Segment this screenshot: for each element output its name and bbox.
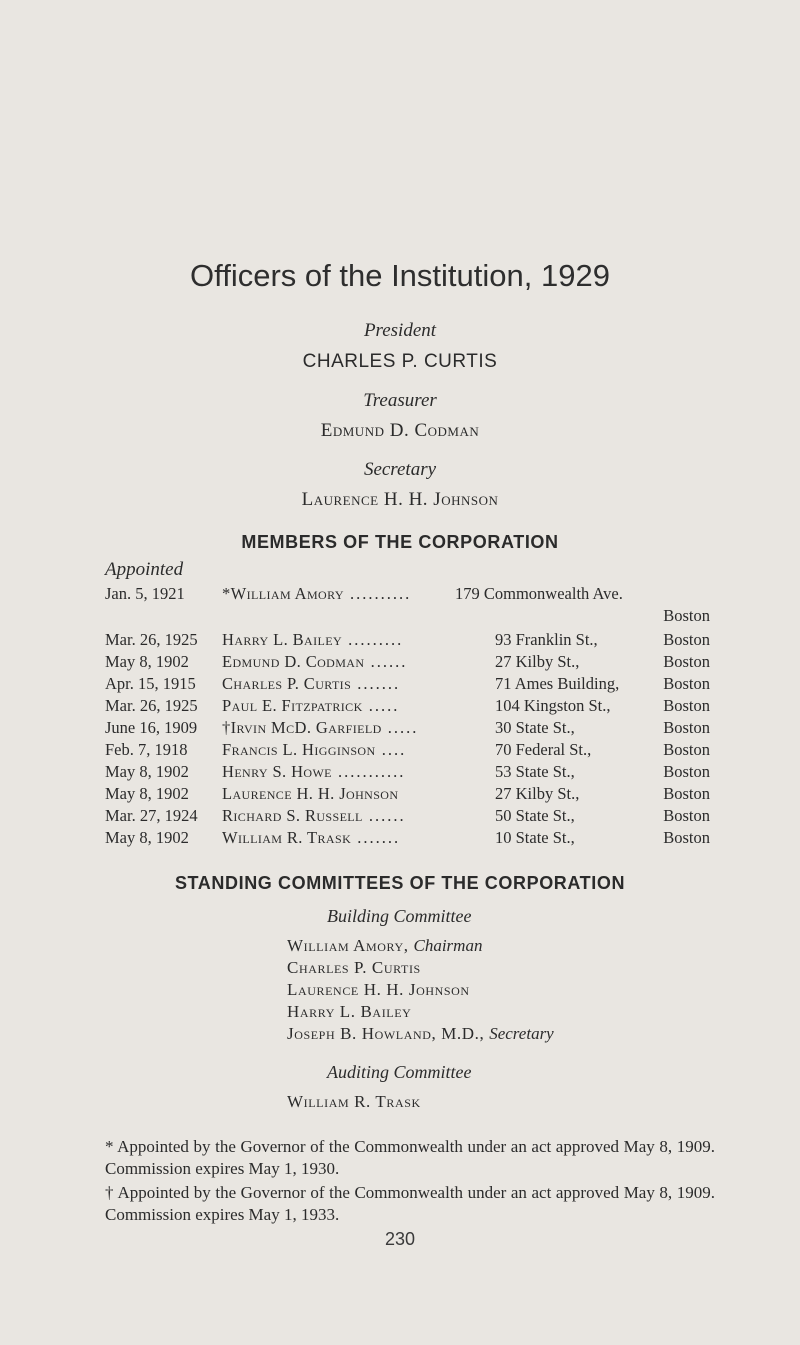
member-address: 179 Commonwealth Ave. — [455, 584, 623, 603]
member-date: Jan. 5, 1921 — [105, 584, 185, 603]
member-address: 70 Federal St., — [495, 740, 592, 759]
list-item — [0, 674, 800, 694]
footnote-asterisk: * Appointed by the Governor of the Commonwealth under an act approved May 8, 1909. Commission expires May 1, 1930. — [105, 1137, 715, 1178]
treasurer-name: Edmund D. Codman — [320, 420, 480, 441]
member-name: *William Amory .......... — [222, 584, 412, 603]
footnote-dagger: † Appointed by the Governor of the Commonwealth under an act approved May 8, 1909. Commission expires May 1, 1933. — [105, 1183, 715, 1224]
member-address: 27 Kilby St., — [495, 652, 580, 671]
member-name: Francis L. Higginson .... — [222, 740, 407, 759]
member-date: Apr. 15, 1915 — [105, 674, 196, 693]
list-item-continuation — [0, 606, 800, 626]
member-city: Boston — [663, 762, 710, 781]
member-name: Edmund D. Codman ...... — [222, 652, 408, 671]
member-address: 104 Kingston St., — [495, 696, 611, 715]
member-address: 93 Franklin St., — [495, 630, 598, 649]
member-name: William R. Trask ....... — [222, 828, 401, 847]
secretary-label: Secretary — [363, 459, 437, 480]
member-address: 71 Ames Building, — [495, 674, 620, 693]
member-address: 10 State St., — [495, 828, 575, 847]
auditing-committee-heading: Auditing Committee — [327, 1062, 472, 1082]
list-item — [0, 696, 800, 716]
list-item — [0, 806, 800, 826]
member-city: Boston — [663, 718, 710, 737]
list-item — [0, 630, 800, 650]
list-item — [0, 828, 800, 848]
page-title: Officers of the Institution, 1929 — [190, 258, 610, 293]
member-date: Mar. 26, 1925 — [105, 630, 198, 649]
appointed-column-label: Appointed — [105, 559, 184, 580]
committee-member: William Amory, Chairman — [287, 936, 483, 955]
member-city: Boston — [663, 606, 710, 625]
list-item — [0, 652, 800, 672]
member-date: Mar. 26, 1925 — [105, 696, 198, 715]
member-date: June 16, 1909 — [105, 718, 198, 737]
members-heading: MEMBERS OF THE CORPORATION — [241, 532, 559, 552]
secretary-name: Laurence H. H. Johnson — [301, 489, 499, 510]
president-label: President — [363, 320, 437, 341]
member-city: Boston — [663, 674, 710, 693]
member-date: May 8, 1902 — [105, 784, 189, 803]
member-city: Boston — [663, 740, 710, 759]
committee-member: William R. Trask — [287, 1092, 421, 1111]
member-name: Richard S. Russell ...... — [222, 806, 406, 825]
member-address: 50 State St., — [495, 806, 575, 825]
member-name: Harry L. Bailey ......... — [222, 630, 404, 649]
member-date: Feb. 7, 1918 — [105, 740, 188, 759]
member-name: Laurence H. H. Johnson — [222, 784, 399, 803]
list-item — [0, 740, 800, 760]
building-committee-heading: Building Committee — [327, 906, 472, 926]
member-address: 53 State St., — [495, 762, 575, 781]
president-name: CHARLES P. CURTIS — [302, 351, 498, 372]
list-item — [0, 718, 800, 738]
member-city: Boston — [663, 652, 710, 671]
member-name: Charles P. Curtis ....... — [222, 674, 401, 693]
member-date: Mar. 27, 1924 — [105, 806, 198, 825]
committee-member: Laurence H. H. Johnson — [287, 980, 470, 999]
member-city: Boston — [663, 630, 710, 649]
list-item — [0, 762, 800, 782]
standing-committees-heading: STANDING COMMITTEES OF THE CORPORATION — [174, 873, 626, 893]
member-address: 30 State St., — [495, 718, 575, 737]
member-city: Boston — [663, 806, 710, 825]
member-name: †Irvin McD. Garfield ..... — [222, 718, 419, 737]
committee-member: Joseph B. Howland, M.D., Secretary — [287, 1024, 554, 1043]
committee-member: Harry L. Bailey — [287, 1002, 412, 1021]
page-number: 230 — [384, 1229, 416, 1249]
member-city: Boston — [663, 828, 710, 847]
member-city: Boston — [663, 784, 710, 803]
member-date: May 8, 1902 — [105, 652, 189, 671]
list-item — [0, 784, 800, 804]
member-date: May 8, 1902 — [105, 762, 189, 781]
member-name: Henry S. Howe ........... — [222, 762, 406, 781]
list-item — [0, 584, 800, 604]
committee-member: Charles P. Curtis — [287, 958, 421, 977]
member-name: Paul E. Fitzpatrick ..... — [222, 696, 400, 715]
member-address: 27 Kilby St., — [495, 784, 580, 803]
treasurer-label: Treasurer — [363, 390, 437, 411]
member-city: Boston — [663, 696, 710, 715]
member-date: May 8, 1902 — [105, 828, 189, 847]
